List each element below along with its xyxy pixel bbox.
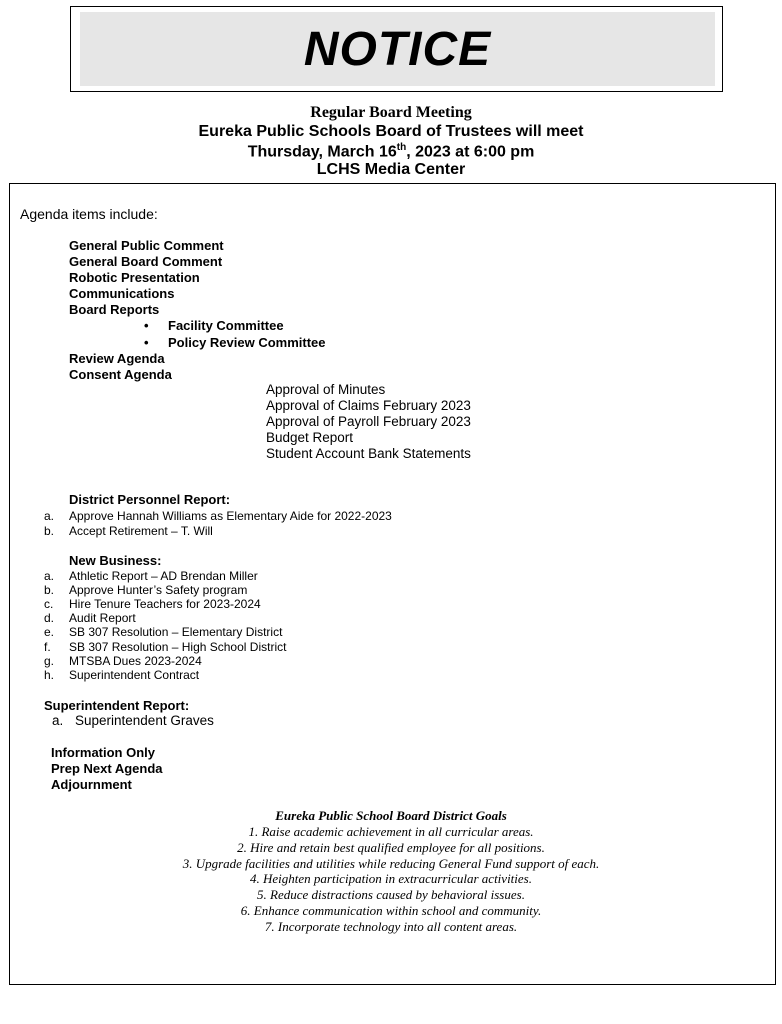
agenda-item: Board Reports [69, 302, 160, 317]
new-business-item: Audit Report [69, 611, 136, 625]
new-business-item: MTSBA Dues 2023-2024 [69, 654, 202, 668]
meeting-location: LCHS Media Center [316, 161, 466, 178]
superintendent-item: Superintendent Graves [75, 713, 214, 728]
notice-banner [70, 6, 723, 92]
list-letter: c. [44, 597, 54, 611]
new-business-title: New Business: [69, 553, 162, 568]
agenda-item: Communications [69, 286, 175, 301]
meeting-date-pre: Thursday, March 16 [247, 143, 397, 161]
consent-item: Budget Report [266, 430, 354, 445]
goal-item: 7. Incorporate technology into all content areas. [264, 919, 518, 934]
new-business-item: SB 307 Resolution – High School District [69, 640, 287, 654]
new-business-item: Superintendent Contract [69, 668, 200, 682]
notice-banner-inner [80, 12, 715, 86]
goal-item: 3. Upgrade facilities and utilities while reducing General Fund support of each. [182, 856, 600, 871]
agenda-intro: Agenda items include: [20, 206, 158, 222]
list-letter: b. [44, 583, 55, 597]
list-letter: g. [44, 654, 55, 668]
personnel-title: District Personnel Report: [69, 492, 231, 507]
agenda-item: General Public Comment [69, 238, 224, 253]
consent-item: Student Account Bank Statements [266, 446, 471, 461]
goals-title: Eureka Public School Board District Goals [275, 808, 507, 823]
superintendent-title: Superintendent Report: [44, 698, 190, 713]
list-letter: a. [44, 509, 55, 523]
goal-item: 6. Enhance communication within school and community. [240, 903, 542, 918]
list-letter: f. [44, 640, 51, 654]
new-business-item: Hire Tenure Teachers for 2023-2024 [69, 597, 261, 611]
bullet-icon: • [144, 335, 149, 350]
goal-item: 2. Hire and retain best qualified employee for all positions. [237, 840, 545, 855]
new-business-item: Athletic Report – AD Brendan Miller [69, 569, 258, 583]
board-report-sub-item: Facility Committee [168, 318, 284, 333]
closing-item: Information Only [51, 745, 155, 760]
closing-item: Prep Next Agenda [51, 761, 163, 776]
meeting-date [0, 142, 782, 161]
agenda-item: Review Agenda [69, 351, 165, 366]
bullet-icon: • [144, 318, 149, 333]
consent-item: Approval of Claims February 2023 [266, 398, 471, 413]
new-business-item: SB 307 Resolution – Elementary District [69, 625, 283, 639]
list-letter: a. [52, 713, 64, 728]
personnel-item: Approve Hannah Williams as Elementary Aide for 2022-2023 [69, 509, 392, 523]
goal-item: 5. Reduce distractions caused by behavioral issues. [257, 887, 525, 902]
agenda-item: Consent Agenda [69, 367, 172, 382]
meeting-type: Regular Board Meeting [310, 104, 472, 121]
agenda-item: General Board Comment [69, 254, 223, 269]
notice-title: NOTICE [303, 22, 492, 76]
board-report-sub-item: Policy Review Committee [168, 335, 326, 350]
meeting-date-post: , 2023 at 6:00 pm [406, 143, 535, 161]
consent-item: Approval of Minutes [266, 382, 386, 397]
list-letter: a. [44, 569, 55, 583]
meeting-line: Eureka Public Schools Board of Trustees will meet [198, 123, 584, 140]
personnel-item: Accept Retirement – T. Will [69, 524, 213, 538]
list-letter: b. [44, 524, 55, 538]
list-letter: h. [44, 668, 55, 682]
meeting-date-sup: th [396, 142, 407, 153]
list-letter: e. [44, 625, 55, 639]
agenda-item: Robotic Presentation [69, 270, 200, 285]
consent-item: Approval of Payroll February 2023 [266, 414, 471, 429]
closing-item: Adjournment [51, 777, 132, 792]
list-letter: d. [44, 611, 55, 625]
goal-item: 1. Raise academic achievement in all curricular areas. [248, 824, 534, 839]
goal-item: 4. Heighten participation in extracurricular activities. [250, 871, 532, 886]
new-business-item: Approve Hunter’s Safety program [69, 583, 248, 597]
